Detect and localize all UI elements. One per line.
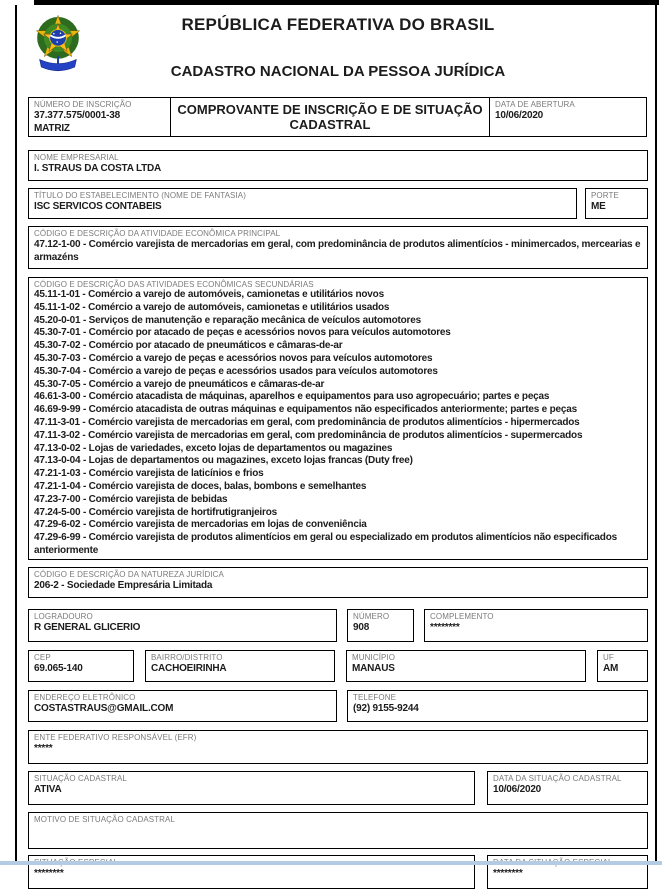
page-right-border (655, 5, 657, 865)
activity-item: 47.29-6-99 - Comércio varejista de produtos alimentícios em geral ou especializado em produtos alimentícios não especificados anteriormente (34, 532, 617, 556)
porte-value: ME (591, 201, 606, 212)
status-date-label: DATA DA SITUAÇÃO CADASTRAL (493, 773, 622, 783)
page-left-border (15, 5, 17, 865)
company-name-value: I. STRAUS DA COSTA LTDA (34, 163, 162, 174)
republic-title: REPÚBLICA FEDERATIVA DO BRASIL (181, 15, 495, 34)
trade-name-row (28, 188, 648, 219)
status-label: SITUAÇÃO CADASTRAL (34, 773, 127, 783)
opening-date-value: 10/06/2020 (495, 110, 544, 121)
status-reason-label: MOTIVO DE SITUAÇÃO CADASTRAL (34, 814, 176, 824)
header-titles (28, 5, 648, 80)
activity-item: 45.11-1-01 - Comércio a varejo de automóveis, camionetas e utilitários novos (34, 289, 384, 300)
status-row (28, 771, 648, 805)
cep-box (28, 650, 134, 682)
certificate-title-box: COMPROVANTE DE INSCRIÇÃO E DE SITUAÇÃO CADASTRAL (170, 97, 490, 137)
district-row (28, 650, 648, 682)
complemento-label: COMPLEMENTO (430, 611, 494, 621)
activity-item: 45.30-7-01 - Comércio por atacado de peças e acessórios novos para veículos automotores (34, 327, 451, 339)
email-value: COSTASTRAUS@GMAIL.COM (34, 702, 174, 714)
inscription-number-box (28, 97, 171, 137)
logradouro-box (28, 609, 337, 642)
status-date-box (487, 771, 648, 805)
activity-item: 46.69-9-99 - Comércio atacadista de outras máquinas e equipamentos não especificados anteriormente; partes e peças (34, 404, 577, 416)
phone-label: TELEFONE (353, 692, 397, 702)
activity-item: 45.30-7-02 - Comércio por atacado de pneumáticos e câmaras-de-ar (34, 340, 343, 352)
numero-box (347, 609, 414, 642)
cnpj-subtitle: CADASTRO NACIONAL DA PESSOA JURÍDICA (170, 63, 506, 80)
email-label: ENDEREÇO ELETRÔNICO (34, 692, 136, 702)
special-status-box (28, 855, 475, 889)
special-status-value: ******** (34, 867, 64, 879)
secondary-activities-label: CÓDIGO E DESCRIÇÃO DAS ATIVIDADES ECONÔMICAS SECUNDÁRIAS (34, 280, 314, 289)
efr-value: ***** (34, 742, 53, 754)
activity-item: 45.30-7-04 - Comércio a varejo de peças e acessórios usados para veículos automotores (34, 365, 438, 377)
efr-box (28, 730, 648, 764)
trade-name-label: TÍTULO DO ESTABELECIMENTO (NOME DE FANTASIA) (34, 191, 246, 200)
activity-item: 47.29-6-02 - Comércio varejista de mercadorias em lojas de conveniência (34, 519, 367, 531)
legal-nature-label: CÓDIGO E DESCRIÇÃO DA NATUREZA JURÍDICA (34, 569, 224, 579)
activity-item: 47.11-3-02 - Comércio varejista de mercadorias em geral, com predominância de produtos alimentícios - supermercados (34, 429, 583, 441)
activity-item: 45.30-7-05 - Comércio a varejo de pneumáticos e câmaras-de-ar (34, 378, 325, 390)
contact-row (28, 690, 648, 722)
document-header (28, 5, 648, 97)
activity-item: 47.21-1-04 - Comércio varejista de doces, balas, bombons e semelhantes (34, 480, 367, 492)
secondary-activities-box (28, 277, 648, 560)
bottom-scrollbar-strip[interactable] (0, 861, 662, 865)
uf-value: AM (603, 662, 619, 674)
complemento-box (424, 609, 648, 642)
numero-label: NÚMERO (353, 611, 390, 621)
cep-value: 69.065-140 (34, 662, 83, 674)
activity-item: 47.11-3-01 - Comércio varejista de mercadorias em geral, com predominância de produtos alimentícios - hipermercados (34, 416, 580, 428)
street-row (28, 609, 648, 642)
email-box (28, 690, 337, 722)
complemento-value: ******** (430, 621, 460, 633)
municipio-box (346, 650, 586, 682)
porte-box (585, 188, 648, 219)
brazil-coat-of-arms-icon (33, 14, 83, 80)
opening-date-box (489, 97, 647, 137)
activity-item: 45.11-1-02 - Comércio a varejo de automóveis, camionetas e utilitários usados (34, 301, 390, 313)
inscription-row (28, 97, 648, 137)
logradouro-value: R GENERAL GLICERIO (34, 621, 141, 633)
inscription-number-label: NÚMERO DE INSCRIÇÃO (34, 100, 132, 109)
trade-name-value: ISC SERVICOS CONTABEIS (34, 201, 162, 212)
phone-box (347, 690, 648, 722)
municipio-label: MUNICÍPIO (352, 652, 396, 662)
numero-value: 908 (353, 621, 370, 633)
activity-item: 45.30-7-03 - Comércio a varejo de peças e acessórios novos para veículos automotores (34, 352, 433, 364)
uf-label: UF (603, 652, 614, 662)
main-activity-label: CÓDIGO E DESCRIÇÃO DA ATIVIDADE ECONÔMICA PRINCIPAL (34, 229, 281, 238)
activity-item: 47.21-1-03 - Comércio varejista de laticínios e frios (34, 468, 264, 480)
logradouro-label: LOGRADOURO (34, 611, 93, 621)
uf-box (597, 650, 648, 682)
phone-value: (92) 9155-9244 (353, 702, 419, 714)
trade-name-box (28, 188, 577, 219)
municipio-value: MANAUS (352, 662, 395, 674)
status-box (28, 771, 475, 805)
activity-item: 45.20-0-01 - Serviços de manutenção e reparação mecânica de veículos automotores (34, 314, 421, 326)
activity-item: 46.61-3-00 - Comércio atacadista de máquinas, aparelhos e equipamentos para uso agropecuário; partes e peças (34, 391, 550, 403)
bairro-box (145, 650, 335, 682)
activity-item: 47.13-0-02 - Lojas de variedades, exceto lojas de departamentos ou magazines (34, 442, 393, 454)
efr-label: ENTE FEDERATIVO RESPONSÁVEL (EFR) (34, 732, 197, 742)
main-activity-box (28, 226, 648, 269)
special-status-row (28, 855, 648, 889)
inscription-number-value: 37.377.575/0001-38 (34, 110, 120, 121)
activity-item: 47.23-7-00 - Comércio varejista de bebidas (34, 493, 228, 505)
legal-nature-box (28, 567, 648, 598)
main-activity-value: 47.12-1-00 - Comércio varejista de mercadorias em geral, com predominância de produtos alimentícios - minimercados, mercearias e armazéns (34, 239, 641, 263)
company-name-box (28, 150, 648, 181)
secondary-activities-list (34, 289, 642, 558)
activity-item: 47.13-0-04 - Lojas de departamentos ou magazines, exceto lojas francas (Duty free) (34, 455, 413, 467)
status-reason-box (28, 812, 648, 849)
porte-label: PORTE (591, 191, 619, 200)
bairro-label: BAIRRO/DISTRITO (151, 652, 223, 662)
status-value: ATIVA (34, 783, 62, 795)
activity-item: 47.24-5-00 - Comércio varejista de hortifrutigranjeiros (34, 506, 277, 518)
inscription-type-value: MATRIZ (34, 123, 70, 134)
special-status-date-box (487, 855, 648, 889)
bairro-value: CACHOEIRINHA (151, 662, 227, 674)
legal-nature-value: 206-2 - Sociedade Empresária Limitada (34, 579, 213, 591)
special-status-date-value: ******** (493, 867, 523, 879)
opening-date-label: DATA DE ABERTURA (495, 100, 575, 109)
company-name-label: NOME EMPRESARIAL (34, 153, 119, 162)
cep-label: CEP (34, 652, 51, 662)
document-content (28, 5, 648, 889)
status-date-value: 10/06/2020 (493, 783, 542, 795)
